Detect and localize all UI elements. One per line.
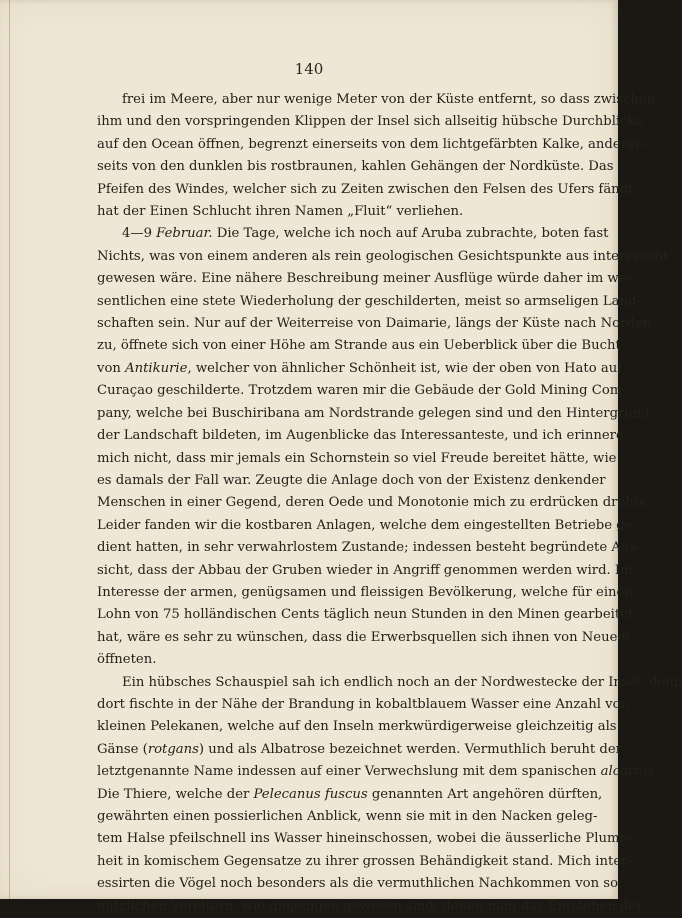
text-line <box>97 694 630 716</box>
text-run: Die Thiere, welche der <box>97 786 254 802</box>
text-run: seits von den dunklen bis rostbraunen, kahlen Gehängen der Nordküste. Das <box>97 159 614 175</box>
text-line <box>97 111 644 133</box>
text-line <box>97 380 627 402</box>
text-run: Interesse der armen, genügsamen und fleissigen Bevölkerung, welche für einen <box>97 584 633 600</box>
text-run: Menschen in einer Gegend, deren Oede und Monotonie mich zu erdrücken drohte. <box>97 495 652 511</box>
text-line <box>97 335 621 357</box>
text-run: Nichts, was von einem anderen als rein geologischen Gesichtspunkte aus interessant <box>97 248 669 264</box>
text-line <box>97 291 641 313</box>
text-run: Die Tage, welche ich noch auf Aruba zubrachte, boten fast <box>212 226 609 242</box>
text-line <box>97 873 619 895</box>
text-run: , welcher von ähnlicher Schönheit ist, wie der oben von Hato auf <box>187 360 623 376</box>
text-run: letztgenannte Name indessen auf einer Verwechslung mit dem spanischen <box>97 764 601 780</box>
text-line <box>97 739 622 761</box>
text-line <box>97 134 646 156</box>
text-run: gewesen wäre. Eine nähere Beschreibung meiner Ausflüge würde daher im we- <box>97 271 631 287</box>
text-line <box>97 201 558 223</box>
text-line <box>97 806 598 828</box>
text-run: der Landschaft bildeten, im Augenblicke das Interessanteste, und ich erinnere <box>97 428 624 444</box>
text-run: nützlichen Voreltern, wie diejenigen gewesen sind, denen man das Entstehen der <box>97 898 643 914</box>
text-run: dort fischte in der Nähe der Brandung in kobaltblauem Wasser eine Anzahl von <box>97 696 630 712</box>
italic-text: Antikurie <box>125 360 188 376</box>
text-run: hat, wäre es sehr zu wünschen, dass die Erwerbsquellen sich ihnen von Neuem <box>97 629 630 645</box>
text-run: Pfeifen des Windes, welcher sich zu Zeiten zwischen den Felsen des Ufers fängt, <box>97 181 638 197</box>
binding-edge <box>9 0 10 899</box>
text-run: mich nicht, dass mir jemals ein Schornstein so viel Freude bereitet hätte, wie <box>97 450 617 466</box>
text-line <box>97 425 624 447</box>
text-run: genannten Art angehören dürften, <box>367 786 603 802</box>
text-line <box>97 403 650 425</box>
page-number: 140 <box>294 60 324 78</box>
text-line <box>97 246 669 268</box>
text-line <box>97 268 631 290</box>
text-line <box>97 89 656 111</box>
text-line <box>97 537 641 559</box>
text-run: Curaçao geschilderte. Trotzdem waren mir die Gebäude der Gold Mining Com- <box>97 383 627 399</box>
text-line <box>97 716 617 738</box>
text-run: essirten die Vögel noch besonders als die vermuthlichen Nachkommen von so <box>97 876 619 892</box>
text-line <box>97 470 606 492</box>
text-line <box>97 896 643 918</box>
text-run: zu, öffnete sich von einer Höhe am Strande aus ein Ueberblick über die Bucht <box>97 338 621 354</box>
text-line <box>97 358 623 380</box>
text-run: heit in komischem Gegensatze zu ihrer grossen Behändigkeit stand. Mich inter- <box>97 853 632 869</box>
text-run: Lohn von 75 holländischen Cents täglich neun Stunden in den Minen gearbeitet <box>97 607 634 623</box>
text-line <box>97 492 652 514</box>
text-line <box>97 560 633 582</box>
text-line <box>97 784 603 806</box>
text-run: ) und als Albatrose bezeichnet werden. Vermuthlich beruht der <box>198 741 622 757</box>
text-line <box>97 515 637 537</box>
text-line <box>97 223 609 245</box>
italic-text: rotgans <box>147 741 199 757</box>
text-line <box>97 828 633 850</box>
text-line <box>97 851 632 873</box>
text-run: auf den Ocean öffnen, begrenzt einerseits von dem lichtgefärbten Kalke, anderer- <box>97 136 646 152</box>
text-run: Ein hübsches Schauspiel sah ich endlich noch an der Nordwestecke der Insel, denn <box>122 674 682 690</box>
text-line <box>97 649 558 671</box>
text-run: pany, welche bei Buschiribana am Nordstrande gelegen sind und den Hintergrund <box>97 405 650 421</box>
text-line <box>97 627 630 649</box>
text-run: ihm und den vorspringenden Klippen der Insel sich allseitig hübsche Durchblicke <box>97 114 644 130</box>
text-line <box>97 672 682 694</box>
italic-text: Februar. <box>156 226 213 242</box>
text-run: öffneten. <box>97 652 157 668</box>
italic-text: alcatraz. <box>600 764 659 780</box>
text-run: von <box>97 360 126 376</box>
text-run: es damals der Fall war. Zeugte die Anlage doch von der Existenz denkender <box>97 472 606 488</box>
text-line <box>97 761 659 783</box>
text-run: sentlichen eine stete Wiederholung der geschilderten, meist so armseligen Land- <box>97 293 641 309</box>
text-run: kleinen Pelekanen, welche auf den Inseln merkwürdigerweise gleichzeitig als <box>97 719 617 735</box>
text-run: hat der Einen Schlucht ihren Namen „Fluit“ verliehen. <box>97 204 464 220</box>
text-line <box>97 179 638 201</box>
text-line <box>97 448 617 470</box>
text-line <box>97 604 634 626</box>
text-run: tem Halse pfeilschnell ins Wasser hineinschossen, wobei die äusserliche Plump- <box>97 831 633 847</box>
text-run: sicht, dass der Abbau der Gruben wieder in Angriff genommen werden wird. Im <box>97 562 633 578</box>
text-line <box>97 156 614 178</box>
text-line <box>97 313 652 335</box>
text-line <box>97 582 633 604</box>
italic-text: Pelecanus fuscus <box>253 786 368 802</box>
text-run: Gänse ( <box>97 741 148 757</box>
text-run: 4—9 <box>122 226 157 242</box>
text-run: Leider fanden wir die kostbaren Anlagen, welche dem eingestellten Betriebe ge- <box>97 517 637 533</box>
text-run: schaften sein. Nur auf der Weiterreise von Daimarie, längs der Küste nach Norden <box>97 316 652 332</box>
text-run: dient hatten, in sehr verwahrlostem Zustande; indessen besteht begründete Aus- <box>97 540 641 556</box>
body-text <box>97 89 682 918</box>
text-run: frei im Meere, aber nur wenige Meter von der Küste entfernt, so dass zwischen <box>122 92 656 107</box>
text-run: gewährten einen possierlichen Anblick, wenn sie mit in den Nacken geleg- <box>97 809 598 824</box>
